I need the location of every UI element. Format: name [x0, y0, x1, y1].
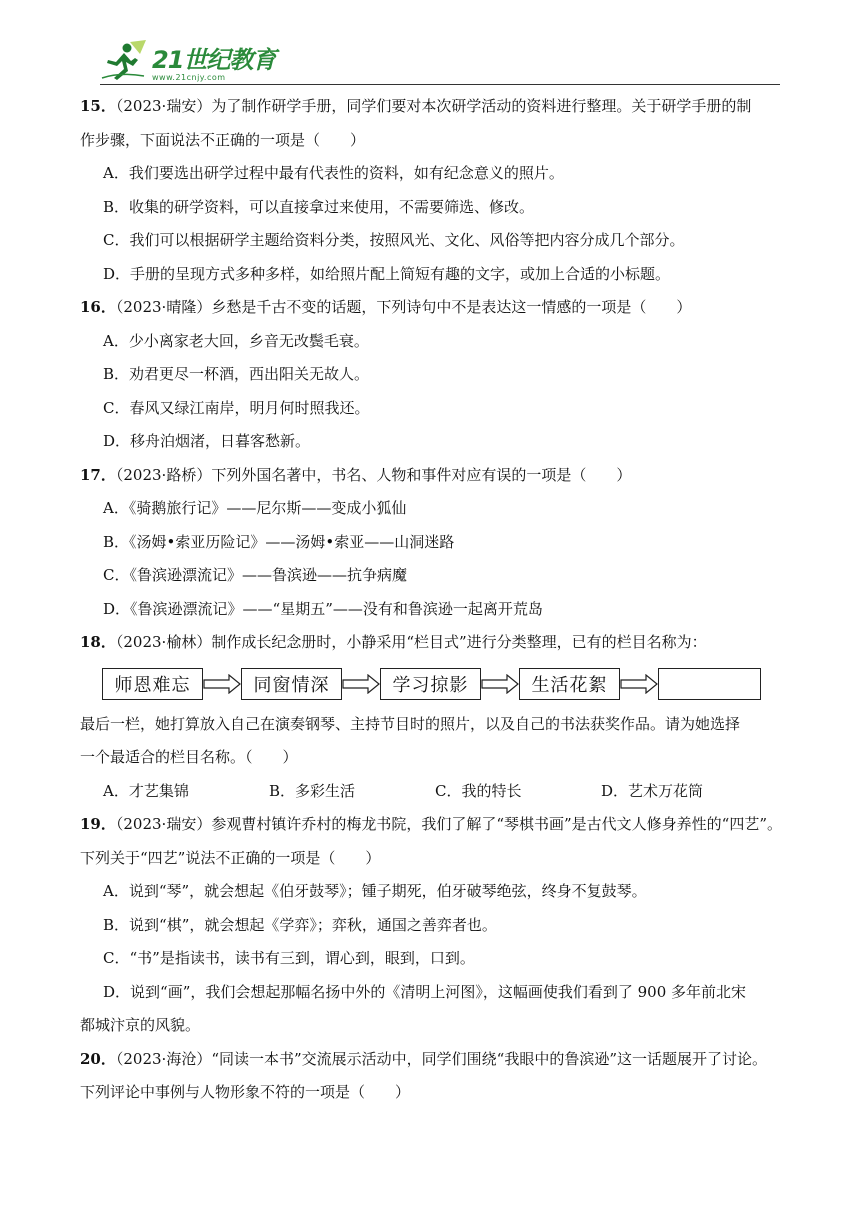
option-c: C．我们可以根据研学主题给资料分类，按照风光、文化、风俗等把内容分成几个部分。	[103, 231, 685, 249]
question-17	[80, 459, 780, 627]
question-source: （2023·瑞安）	[115, 97, 212, 115]
option-b: B．说到“棋”，就会想起《学弈》；弈秋，通国之善弈者也。	[103, 915, 497, 934]
column-box: 同窗情深	[241, 668, 342, 700]
question-list	[80, 90, 783, 1110]
question-source: （2023·路桥）	[115, 465, 212, 484]
question-stem: 制作成长纪念册时，小静采用“栏目式”进行分类整理，已有的栏目名称为：	[211, 633, 707, 651]
column-flow-diagram	[80, 662, 780, 706]
question-16	[80, 291, 780, 459]
column-box: 生活花絮	[519, 668, 620, 700]
question-number: 20．	[80, 1049, 116, 1068]
option-d-continued: 都城汴京的风貌。	[80, 1016, 201, 1034]
option-a: A．《骑鹅旅行记》——尼尔斯——变成小狐仙	[103, 499, 407, 517]
page-header	[100, 38, 780, 86]
question-number: 19．	[80, 815, 116, 833]
option-c: C．《鲁滨逊漂流记》——鲁滨逊——抗争病魔	[103, 566, 407, 584]
arrow-right-icon	[481, 674, 519, 694]
question-number: 15．	[80, 97, 116, 115]
header-divider	[100, 84, 780, 85]
option-a: A．说到“琴”，就会想起《伯牙鼓琴》；锺子期死，伯牙破琴绝弦，终身不复鼓琴。	[103, 882, 647, 900]
question-20	[80, 1043, 780, 1110]
question-number: 17．	[80, 465, 116, 484]
option-d: D．《鲁滨逊漂流记》——“星期五”——没有和鲁滨逊一起离开荒岛	[103, 599, 543, 618]
option-c: C．“书”是指读书，读书有三到，谓心到，眼到，口到。	[103, 949, 475, 967]
option-d: D．说到“画”，我们会想起那幅名扬中外的《清明上河图》，这幅画使我们看到了 900 多年前北宋	[103, 982, 747, 1001]
question-source: （2023·海沧）	[115, 1049, 212, 1068]
arrow-right-icon	[203, 674, 241, 694]
question-stem: “同读一本书”交流展示活动中，同学们围绕“我眼中的鲁滨逊”这一话题展开了讨论。	[211, 1049, 768, 1068]
question-source: （2023·瑞安）	[115, 815, 212, 833]
column-box: 师恩难忘	[102, 668, 203, 700]
question-source: （2023·晴隆）	[115, 298, 212, 316]
option-b: B．多彩生活	[269, 781, 356, 800]
question-source: （2023·榆林）	[115, 633, 212, 651]
option-a: A．少小离家老大回，乡音无改鬓毛衰。	[103, 331, 369, 350]
options-row	[80, 775, 780, 809]
empty-column-box	[658, 668, 761, 700]
question-stem: 为了制作研学手册，同学们要对本次研学活动的资料进行整理。关于研学手册的制	[211, 97, 752, 115]
site-logo	[100, 38, 275, 82]
option-d: D．移舟泊烟渚，日暮客愁新。	[103, 432, 311, 450]
question-19	[80, 808, 783, 1043]
option-d: D．艺术万花筒	[601, 781, 704, 800]
logo-wordmark: 21世纪教育	[152, 46, 276, 74]
question-stem: 下列评论中事例与人物形象不符的一项是（ ）	[80, 1083, 411, 1101]
option-b: B．收集的研学资料，可以直接拿过来使用，不需要筛选、修改。	[103, 197, 535, 216]
question-stem: 下列外国名著中，书名、人物和事件对应有误的一项是（ ）	[211, 465, 632, 484]
option-a: A．我们要选出研学过程中最有代表性的资料，如有纪念意义的照片。	[103, 164, 564, 182]
question-stem: 一个最适合的栏目名称。（ ）	[80, 748, 298, 766]
arrow-right-icon	[620, 674, 658, 694]
question-number: 18．	[80, 633, 116, 651]
option-d: D．手册的呈现方式多种多样，如给照片配上简短有趣的文字，或加上合适的小标题。	[103, 264, 671, 283]
question-stem: 作步骤，下面说法不正确的一项是（ ）	[80, 130, 366, 149]
column-box: 学习掠影	[380, 668, 481, 700]
option-c: C．春风又绿江南岸，明月何时照我还。	[103, 398, 370, 417]
question-stem: 最后一栏，她打算放入自己在演奏钢琴、主持节目时的照片，以及自己的书法获奖作品。请为她选择	[80, 714, 741, 733]
question-15	[80, 90, 780, 291]
logo-url: www.21cnjy.com	[152, 73, 226, 82]
question-stem: 参观曹村镇许乔村的梅龙书院，我们了解了“琴棋书画”是古代文人修身养性的“四艺”。	[211, 815, 783, 833]
question-stem: 乡愁是千古不变的话题，下列诗句中不是表达这一情感的一项是（ ）	[211, 298, 692, 316]
option-a: A．才艺集锦	[103, 781, 189, 800]
question-18	[80, 626, 780, 808]
option-c: C．我的特长	[435, 781, 522, 800]
option-b: B．劝君更尽一杯酒，西出阳关无故人。	[103, 365, 370, 383]
option-b: B．《汤姆•索亚历险记》——汤姆•索亚——山洞迷路	[103, 532, 455, 551]
arrow-right-icon	[342, 674, 380, 694]
question-number: 16．	[80, 298, 116, 316]
runner-logo-icon	[100, 38, 150, 82]
question-stem: 下列关于“四艺”说法不正确的一项是（ ）	[80, 848, 381, 867]
